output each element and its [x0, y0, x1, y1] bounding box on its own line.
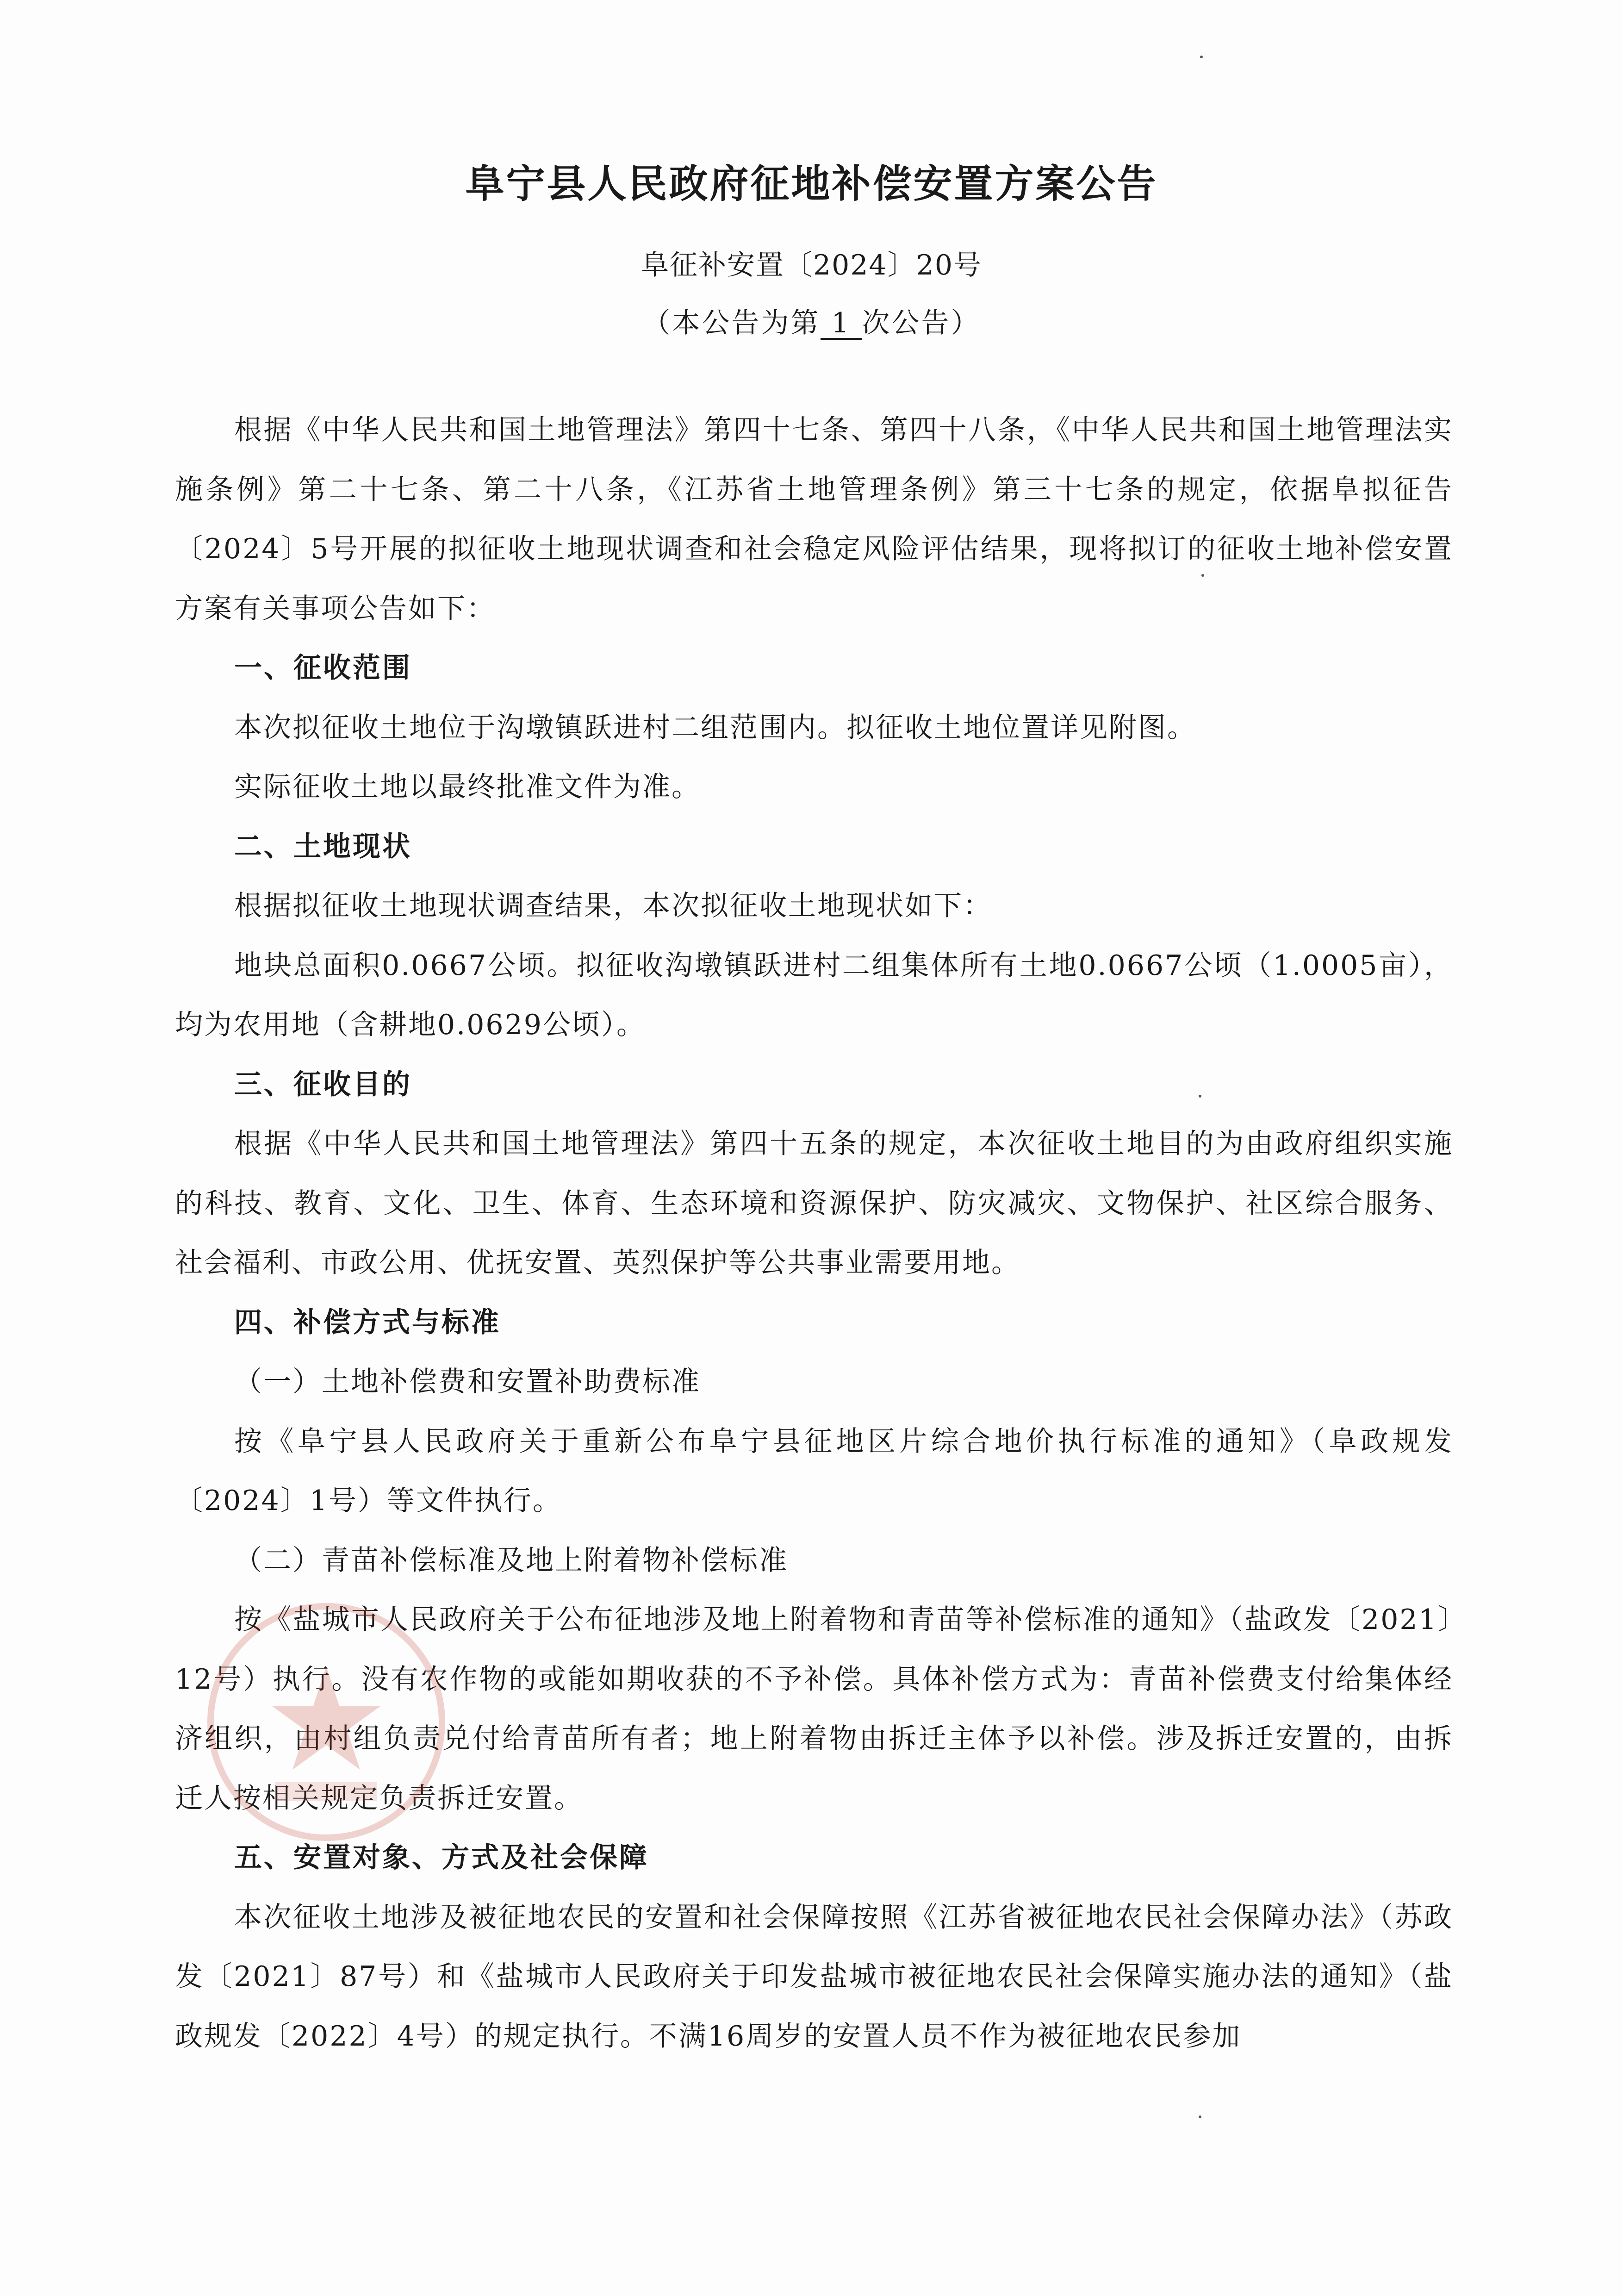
- paragraph: 实际征收土地以最终批准文件为准。: [234, 771, 701, 803]
- document-number: 阜征补安置〔2024〕20号: [640, 249, 983, 281]
- section-heading-resettlement: 五、安置对象、方式及社会保障: [234, 1841, 649, 1874]
- scan-speck: [1199, 1095, 1201, 1098]
- section-heading-land-status: 二、土地现状: [234, 830, 412, 863]
- paragraph: 根据拟征收土地现状调查结果，本次拟征收土地现状如下：: [234, 890, 992, 922]
- paragraph: 按《阜宁县人民政府关于重新公布阜宁县征地区片综合地价执行标准的通知》（阜政规发〔2024〕1号）等文件执行。: [175, 1425, 1453, 1517]
- section-heading-scope: 一、征收范围: [234, 652, 412, 684]
- scan-speck: [1199, 2115, 1201, 2118]
- paragraph: 本次征收土地涉及被征地农民的安置和社会保障按照《江苏省被征地农民社会保障办法》（苏政发〔2021〕87号）和《盐城市人民政府关于印发盐城市被征地农民社会保障实施办法的通知》（盐政规发〔2022〕4号）的规定执行。不满16周岁的安置人员不作为被征地农民参加: [175, 1901, 1453, 2053]
- section-heading-purpose: 三、征收目的: [234, 1068, 412, 1101]
- subsection-heading: （一）土地补偿费和安置补助费标准: [234, 1366, 701, 1398]
- paragraph: 地块总面积0.0667公顷。拟征收沟墩镇跃进村二组集体所有土地0.0667公顷（1.0005亩），均为农用地（含耕地0.0629公顷）。: [175, 949, 1453, 1041]
- paragraph: 本次拟征收土地位于沟墩镇跃进村二组范围内。拟征收土地位置详见附图。: [234, 711, 1196, 744]
- official-seal-icon: [201, 1597, 451, 1847]
- notice-sequence: [0, 301, 1623, 341]
- paragraph: 根据《中华人民共和国土地管理法》第四十五条的规定，本次征收土地目的为由政府组织实施的科技、教育、文化、卫生、体育、生态环境和资源保护、防灾减灾、文物保护、社区综合服务、社会福利、市政公用、优抚安置、英烈保护等公共事业需要用地。: [175, 1128, 1453, 1279]
- paragraph: 按《盐城市人民政府关于公布征地涉及地上附着物和青苗等补偿标准的通知》（盐政发〔2021〕12号）执行。没有农作物的或能如期收获的不予补偿。具体补偿方式为：青苗补偿费支付给集体经济组织，由村组负责兑付给青苗所有者；地上附着物由拆迁主体予以补偿。涉及拆迁安置的，由拆迁人按相关规定负责拆迁安置。: [175, 1603, 1453, 1815]
- document-title: 阜宁县人民政府征地补偿安置方案公告: [465, 161, 1158, 206]
- scan-speck: [1201, 574, 1204, 577]
- notice-prefix: （本公告为第: [642, 307, 821, 339]
- section-heading-compensation: 四、补偿方式与标准: [234, 1306, 501, 1339]
- scan-speck: [1200, 56, 1203, 58]
- intro-paragraph: 根据《中华人民共和国土地管理法》第四十七条、第四十八条，《中华人民共和国土地管理法实施条例》第二十七条、第二十八条，《江苏省土地管理条例》第三十七条的规定，依据阜拟征告〔2024〕5号开展的拟征收土地现状调查和社会稳定风险评估结果，现将拟订的征收土地补偿安置方案有关事项公告如下：: [175, 414, 1453, 625]
- notice-number: 1: [821, 309, 862, 340]
- notice-suffix: 次公告）: [862, 307, 981, 339]
- subsection-heading: （二）青苗补偿标准及地上附着物补偿标准: [234, 1544, 788, 1577]
